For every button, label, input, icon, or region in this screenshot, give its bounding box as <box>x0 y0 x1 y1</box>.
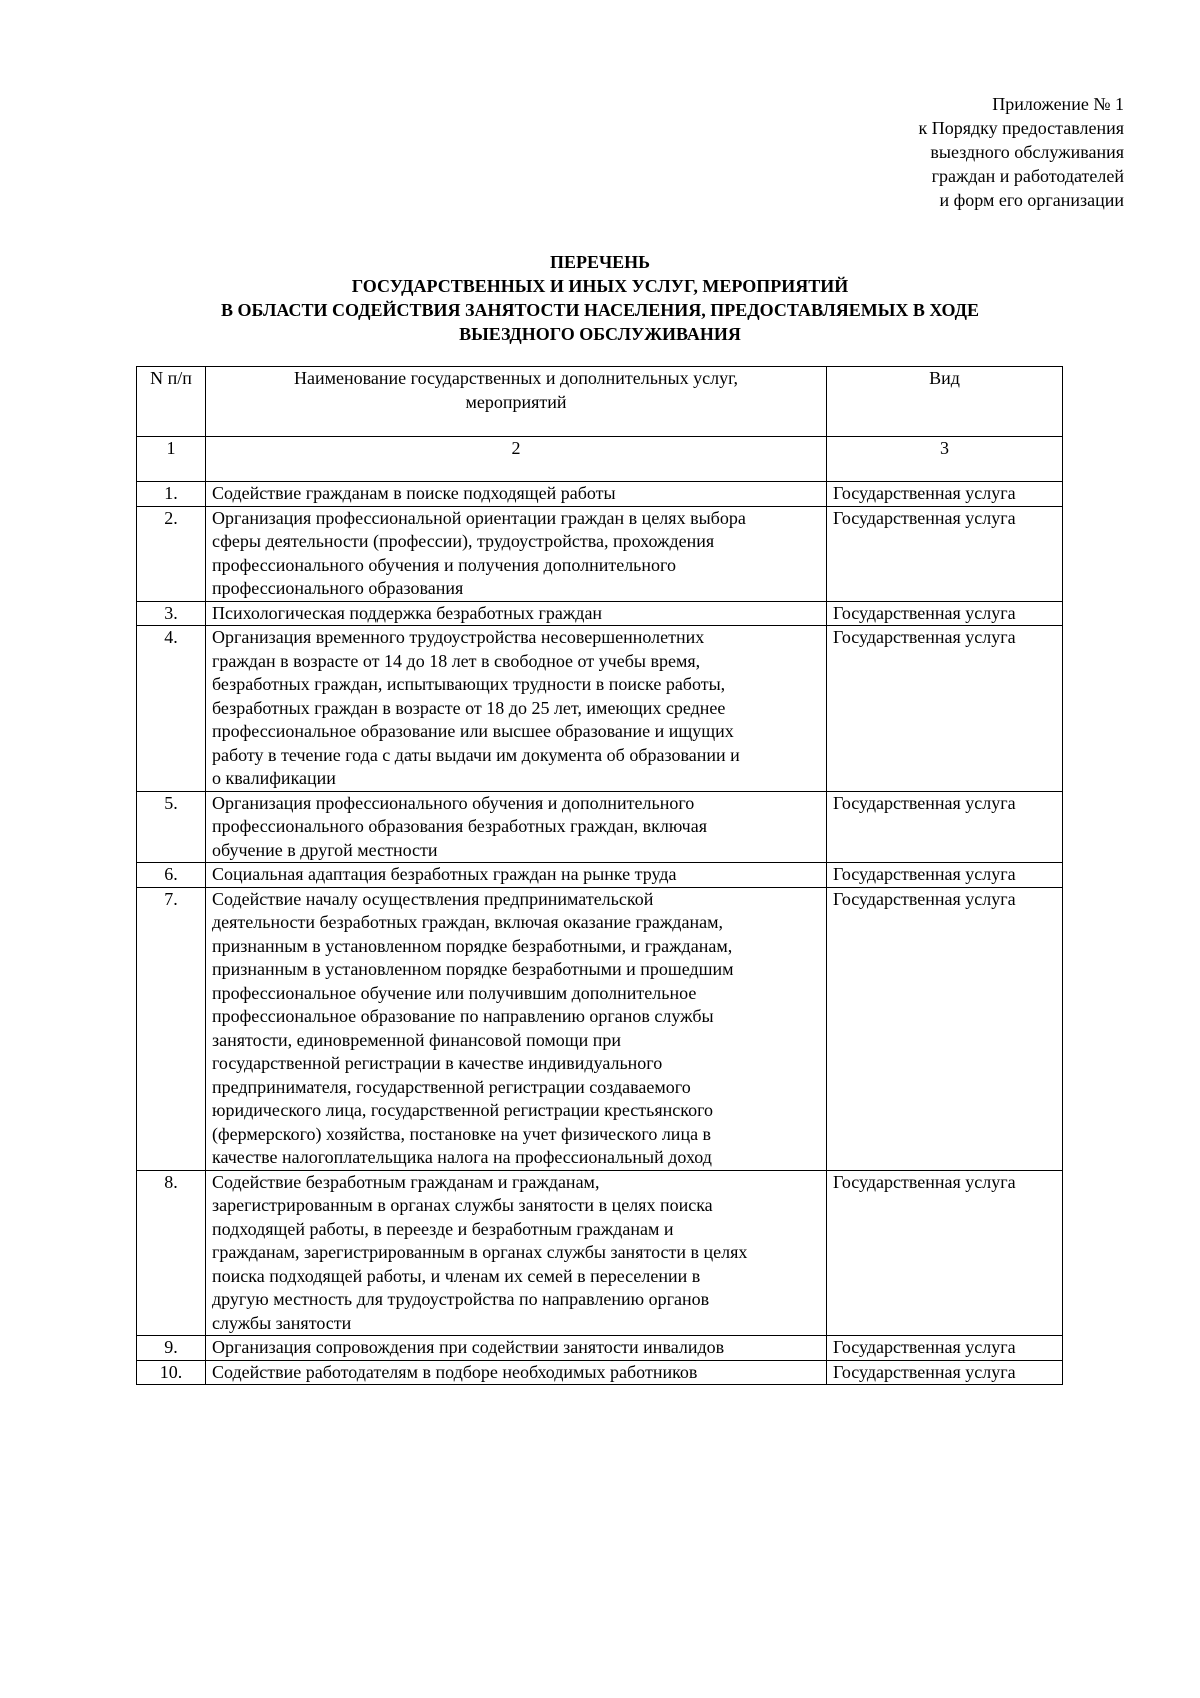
row-service-name <box>206 601 827 626</box>
service-name-line: обучение в другой местности <box>212 839 438 860</box>
table-row <box>137 482 1063 507</box>
service-name-line: поиска подходящей работы, и членам их семей в переселении в <box>212 1265 701 1286</box>
header-kind: Вид <box>827 367 1063 437</box>
row-service-name <box>206 1360 827 1385</box>
service-name-line: гражданам, зарегистрированным в органах службы занятости в целях <box>212 1242 748 1262</box>
table-row <box>137 791 1063 863</box>
table-row <box>137 1360 1063 1385</box>
service-name-line: профессионального образования <box>212 578 464 598</box>
table-row <box>137 626 1063 792</box>
service-name-line: службы занятости <box>212 1312 352 1333</box>
row-service-kind: Государственная услуга <box>827 482 1063 507</box>
row-number: 4. <box>137 626 206 792</box>
service-name-line: Организация временного трудоустройства несовершеннолетних <box>212 627 705 647</box>
row-number: 8. <box>137 1170 206 1336</box>
service-name-line: Организация профессионального обучения и дополнительного <box>212 792 695 813</box>
row-service-name <box>206 863 827 888</box>
row-service-kind: Государственная услуга <box>827 887 1063 1170</box>
service-name-line: государственной регистрации в качестве индивидуального <box>212 1053 663 1073</box>
row-service-kind: Государственная услуга <box>827 626 1063 792</box>
service-name-line: признанным в установленном порядке безработными, и гражданам, <box>212 935 733 956</box>
service-name-line: Организация профессиональной ориентации граждан в целях выбора <box>212 507 746 528</box>
row-number: 6. <box>137 863 206 888</box>
service-name-line: подходящей работы, в переезде и безработным гражданам и <box>212 1218 674 1239</box>
row-service-name <box>206 1170 827 1336</box>
appendix-line: к Порядку предоставления <box>918 118 1124 138</box>
service-name-line: юридического лица, государственной регистрации крестьянского <box>212 1100 714 1120</box>
row-service-kind: Государственная услуга <box>827 1360 1063 1385</box>
table-header-row <box>137 367 1063 437</box>
column-numbers-row <box>137 437 1063 482</box>
row-number: 5. <box>137 791 206 863</box>
service-name-line: профессиональное образование по направлению органов службы <box>212 1006 714 1026</box>
row-service-name <box>206 791 827 863</box>
row-service-kind: Государственная услуга <box>827 601 1063 626</box>
column-number: 2 <box>206 437 827 482</box>
row-number: 3. <box>137 601 206 626</box>
service-name-line: (фермерского) хозяйства, постановке на учет физического лица в <box>212 1123 712 1144</box>
row-number: 10. <box>137 1360 206 1385</box>
header-name-line: Наименование государственных и дополнительных услуг, <box>294 368 738 388</box>
row-number: 9. <box>137 1336 206 1361</box>
column-number: 3 <box>827 437 1063 482</box>
service-name-line: профессиональное образование или высшее образование и ищущих <box>212 721 734 741</box>
table-row <box>137 1336 1063 1361</box>
row-service-kind: Государственная услуга <box>827 1170 1063 1336</box>
service-name-line: Содействие началу осуществления предпринимательской <box>212 888 654 909</box>
row-service-kind: Государственная услуга <box>827 791 1063 863</box>
title-line: ГОСУДАРСТВЕННЫХ И ИНЫХ УСЛУГ, МЕРОПРИЯТИЙ <box>351 276 849 296</box>
service-name-line: другую местность для трудоустройства по направлению органов <box>212 1289 710 1309</box>
row-service-name <box>206 626 827 792</box>
row-number: 7. <box>137 887 206 1170</box>
service-name-line: Организация сопровождения при содействии занятости инвалидов <box>212 1337 725 1357</box>
row-service-name <box>206 506 827 601</box>
column-number: 1 <box>137 437 206 482</box>
row-service-kind: Государственная услуга <box>827 1336 1063 1361</box>
table-row <box>137 863 1063 888</box>
appendix-line: граждан и работодателей <box>931 166 1124 186</box>
service-name-line: предпринимателя, государственной регистрации создаваемого <box>212 1076 691 1097</box>
service-name-line: качестве налогоплательщика налога на профессиональный доход <box>212 1147 712 1167</box>
row-service-kind: Государственная услуга <box>827 863 1063 888</box>
row-service-name <box>206 887 827 1170</box>
service-name-line: деятельности безработных граждан, включая оказание гражданам, <box>212 912 723 932</box>
row-number: 1. <box>137 482 206 507</box>
title-line: ПЕРЕЧЕНЬ <box>549 252 651 272</box>
service-name-line: зарегистрированным в органах службы занятости в целях поиска <box>212 1195 713 1215</box>
service-name-line: о квалификации <box>212 768 336 788</box>
header-name-line: мероприятий <box>465 391 567 412</box>
service-name-line: безработных граждан, испытывающих трудности в поиске работы, <box>212 674 726 694</box>
service-name-line: работу в течение года с даты выдачи им документа об образовании и <box>212 744 740 765</box>
row-service-name <box>206 482 827 507</box>
service-name-line: профессионального образования безработных граждан, включая <box>212 816 707 836</box>
service-name-line: Психологическая поддержка безработных граждан <box>212 602 603 623</box>
title-line: ВЫЕЗДНОГО ОБСЛУЖИВАНИЯ <box>459 324 741 344</box>
appendix-note <box>704 92 1124 212</box>
row-service-name <box>206 1336 827 1361</box>
appendix-line: выездного обслуживания <box>930 142 1124 162</box>
service-name-line: профессиональное обучение или получившим дополнительное <box>212 982 697 1003</box>
service-name-line: безработных граждан в возрасте от 18 до 25 лет, имеющих среднее <box>212 697 726 718</box>
service-name-line: сферы деятельности (профессии), трудоустройства, прохождения <box>212 531 715 551</box>
table-row <box>137 601 1063 626</box>
row-number: 2. <box>137 506 206 601</box>
service-name-line: Содействие гражданам в поиске подходящей работы <box>212 483 616 503</box>
service-name-line: граждан в возрасте от 14 до 18 лет в свободное от учебы время, <box>212 650 701 671</box>
appendix-line: Приложение № 1 <box>992 94 1124 114</box>
appendix-line: и форм его организации <box>939 190 1124 210</box>
row-service-kind: Государственная услуга <box>827 506 1063 601</box>
service-name-line: признанным в установленном порядке безработными и прошедшим <box>212 959 734 979</box>
table-row <box>137 506 1063 601</box>
header-name <box>206 367 827 437</box>
service-name-line: Содействие безработным гражданам и гражданам, <box>212 1171 600 1192</box>
service-name-line: Социальная адаптация безработных граждан на рынке труда <box>212 864 677 884</box>
services-table <box>136 366 1063 1385</box>
table-row <box>137 887 1063 1170</box>
header-number: N п/п <box>137 367 206 437</box>
service-name-line: занятости, единовременной финансовой помощи при <box>212 1029 622 1050</box>
service-name-line: профессионального обучения и получения дополнительного <box>212 554 676 575</box>
table-row <box>137 1170 1063 1336</box>
title-line: В ОБЛАСТИ СОДЕЙСТВИЯ ЗАНЯТОСТИ НАСЕЛЕНИЯ, ПРЕДОСТАВЛЯЕМЫХ В ХОДЕ <box>221 300 979 320</box>
document-title <box>138 250 1062 346</box>
service-name-line: Содействие работодателям в подборе необходимых работников <box>212 1361 698 1382</box>
